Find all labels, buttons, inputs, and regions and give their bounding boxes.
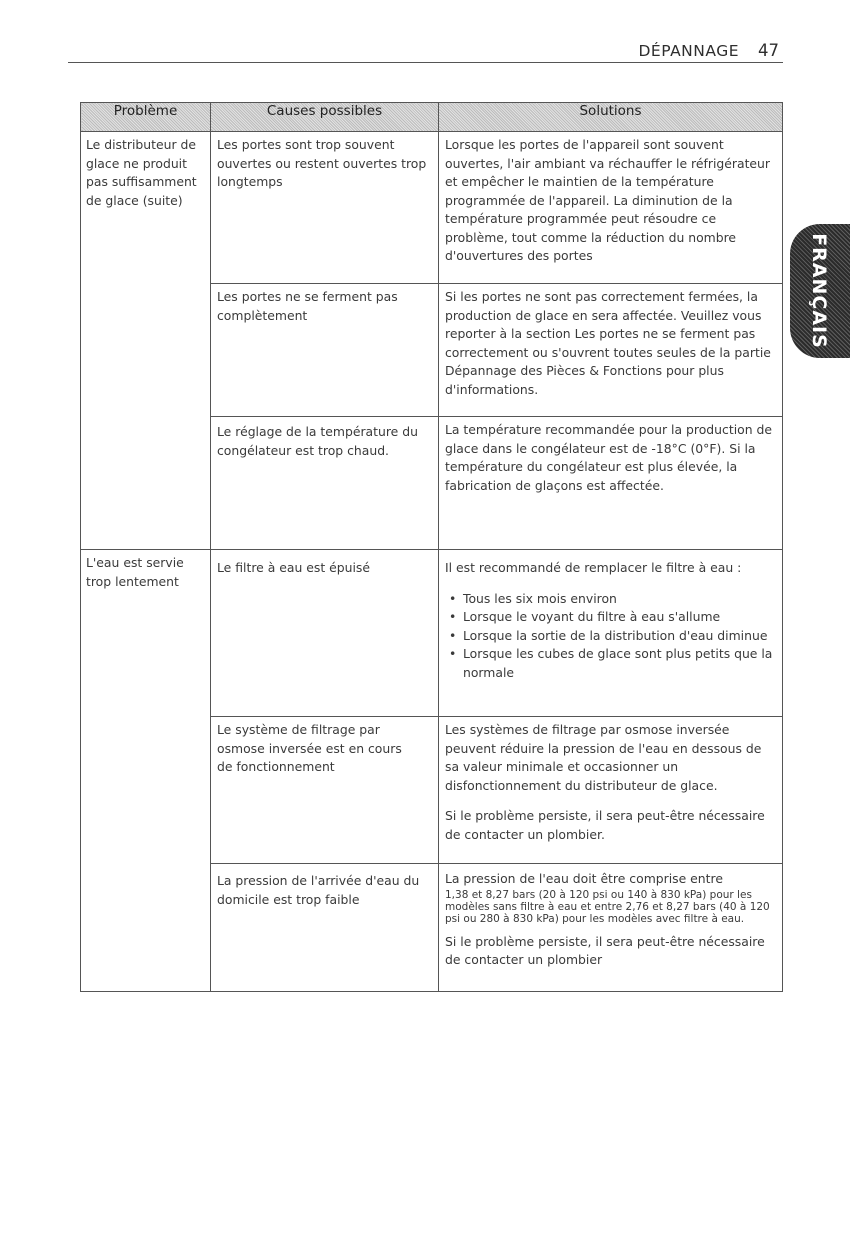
list-item: • Lorsque le voyant du filtre à eau s'allume — [447, 608, 776, 627]
cause-cell: Les portes sont trop souvent ouvertes ou restent ouvertes trop longtemps — [211, 132, 439, 284]
cause-cell — [211, 717, 439, 864]
cause-cell: Les portes ne se ferment pas complètement — [211, 284, 439, 417]
cause-line: La pression de l'arrivée d'eau du — [217, 873, 420, 888]
cause-line: de fonctionnement — [217, 759, 335, 774]
section-title: DÉPANNAGE — [638, 42, 739, 60]
problem-cell: L'eau est servie trop lentement — [81, 550, 211, 992]
header-solutions: Solutions — [439, 103, 783, 132]
solution-paragraph: Les systèmes de filtrage par osmose inversée peuvent réduire la pression de l'eau en dessous de sa valeur minimale et occasionner un disfonctionnement du distributeur de glace. — [445, 722, 762, 793]
solution-intro: Il est recommandé de remplacer le filtre à eau : — [445, 560, 742, 575]
solution-bullet-list — [447, 590, 776, 683]
solution-cell — [439, 717, 783, 864]
language-tab — [790, 224, 850, 358]
page-number: 47 — [758, 41, 779, 60]
cause-line: domicile est trop faible — [217, 891, 360, 907]
list-item: • Lorsque la sortie de la distribution d'eau diminue — [447, 627, 776, 646]
solution-paragraph: La pression de l'eau doit être comprise entre — [445, 871, 723, 886]
solution-paragraph: Si le problème persiste, il sera peut-être nécessaire de contacter un plombier — [445, 933, 765, 967]
solution-paragraph: Si le problème persiste, il sera peut-être nécessaire de contacter un plombier. — [445, 808, 765, 842]
troubleshooting-table — [80, 102, 783, 992]
table-row — [81, 132, 783, 284]
cause-line: osmose inversée est en cours — [217, 740, 402, 756]
cause-cell: Le réglage de la température du congélateur est trop chaud. — [211, 417, 439, 550]
table-row — [81, 550, 783, 717]
header-problem: Problème — [81, 103, 211, 132]
language-tab-label: FRANÇAIS — [808, 233, 830, 349]
solution-cell: La température recommandée pour la production de glace dans le congélateur est de -18°C (0°F). Si la température du congélateur est plus élevée, la fabrication de glaçons est affectée. — [439, 417, 783, 550]
solution-pressure-details: 1,38 et 8,27 bars (20 à 120 psi ou 140 à 830 kPa) pour les modèles sans filtre à eau et entre 2,76 et 8,27 bars (40 à 120 psi ou 280 à 830 kPa) pour les modèles avec filtre à eau. — [445, 888, 770, 925]
solution-cell — [439, 864, 783, 992]
problem-cell: Le distributeur de glace ne produit pas suffisamment de glace (suite) — [81, 132, 211, 550]
solution-cell: Si les portes ne sont pas correctement fermées, la production de glace en sera affectée. Veuillez vous reporter à la section Les portes ne se ferment pas correctement ou s'ouvrent toutes seules de la partie Dépannage des Pièces & Fonctions pour plus d'informations. — [439, 284, 783, 417]
solution-cell: Lorsque les portes de l'appareil sont souvent ouvertes, l'air ambiant va réchauffer le réfrigérateur et empêcher le maintien de la température programmée de l'appareil. La diminution de la température programmée peut résoudre ce problème, tout comme la réduction du nombre d'ouvertures des portes — [439, 132, 783, 284]
table-header-row — [81, 103, 783, 132]
cause-cell: Le filtre à eau est épuisé — [211, 550, 439, 717]
page-header — [68, 38, 783, 63]
list-item: • Lorsque les cubes de glace sont plus petits que la normale — [447, 645, 776, 682]
list-item: • Tous les six mois environ — [447, 590, 776, 609]
solution-cell — [439, 550, 783, 717]
cause-line: Le système de filtrage par — [217, 722, 380, 737]
header-causes: Causes possibles — [211, 103, 439, 132]
cause-cell — [211, 864, 439, 992]
